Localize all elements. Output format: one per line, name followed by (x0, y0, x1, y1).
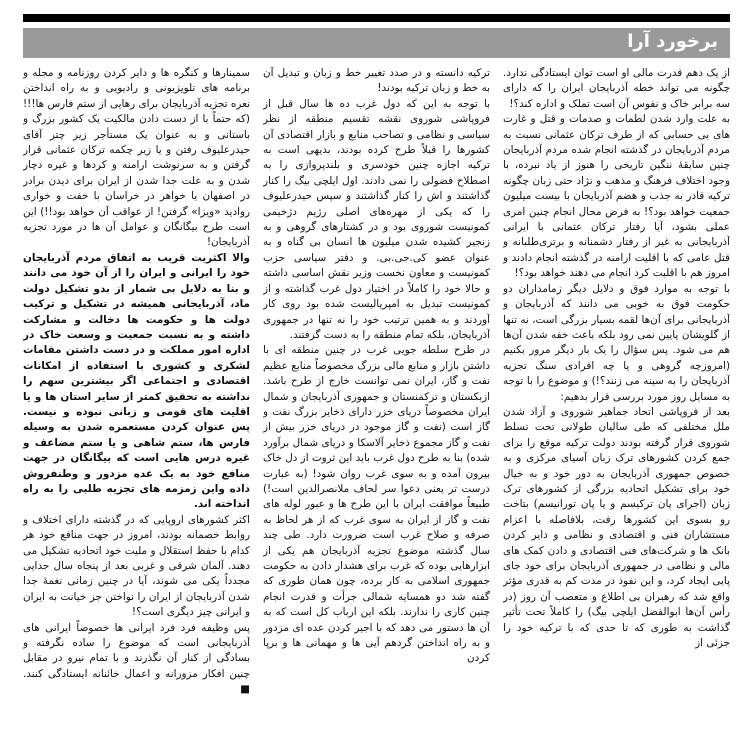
section-header-band (23, 28, 730, 58)
bold-paragraph: والا اکثریت قریب به اتفاق مردم آذربایجان خود را ایرانی و ایران را از آن خود می دانند و بنا به دلایل بی شمار از بدو تشکیل دولت ماد، آذربایجانی همیشه در تشکیل و ترکیب دولت ها و حکومت ها دخالت و مشارکت داشته و به نسبت جمعیت و وسعت خاک در اداره امور مملکت و در دست داشتن مقامات لشکری و کشوری با استفاده از امکانات اقتصادی و اجتماعی اگر بیشترین سهم را نداشته به تحقیق کمتر از سایر استان ها و یا اقلیت های قومی و زبانی نبوده و نیست. پس عنوان کردن مستعمره شدن به وسیله فارس ها، ستم شاهی و یا ستم مضاعف و غیره درس هایی است که بیگانگان در جهت منافع خود به یک عده مزدور و وطنفروش داده واین زمزمه های تجزیه طلبی را به راه انداخته اند. (23, 251, 250, 511)
paragraph: به علت وارد شدن لطمات و صدمات و قتل و غارت های بی حسابی که از طرف ترکان عثمانی نسبت به مردم آذربایجان در گذشته انجام شده مردم آذربایجان چنین سابقهٔ ننگین تاریخی را هنوز از یاد نبرده، با وجود اختلاف فرهنگ و مذهب و نژاد حتی زبان چگونه ترکیه قادر به جذب و هضم آذربایجان با بیست میلیون جمعیت خواهد بود؟! به فرض محال انجام چنین امری عملی بشود، آیا رفتار ترکان عثمانی با ایرانی آذربایجانی به غیر از رفتار دشمنانه و برتری‌طلبانه و قتل عامی که با اقلیت ارامنه در گذشته انجام دادند و امروز هم با اقلیت کرد انجام می دهند خواهد بود؟! (503, 113, 730, 280)
article-column-2 (263, 66, 490, 734)
paragraph: ترکیه دانسته و در صدد تغییر خط و زبان و تبدیل آن به خط و زبان ترکیه بودند! (263, 67, 490, 95)
paragraph: بعد از فروپاشی اتحاد جماهیر شوروی و آزاد شدن ملل مختلفی که طی سالیان طولانی تحت تسلط شوروی قرار گرفته بودند دولت ترکیه موقع را برای جمع کردن کشورهای ترک زبان آسیای مرکزی و به خصوص جمهوری آذربایجان به دور خود و به خیال خود برای تشکیل اتحادیه بزرگی از کشورهای ترک زبان (اجرای پان ترکیسم و یا پان تورانیسم) بتاخت رو بسوی این کشورها رفت، بلافاصله با اعزام مستشاران فنی و اقتصادی و نظامی و دایر کردن بانک ها و شرکت‌های فنی اقتصادی و دادن کمک های مالی و نظامی در جمهوری آذربایجان برای خود جای پایی ایجاد کرد، و این نفوذ در مدت کم به قدری مؤثر واقع شد که رهبران بی اطلاع و متعصب آن روز (در رأس آن‌ها ابوالفضل ایلچی بیگ) را کاملاً تحت تأثیر گذاشت به طوری که تا حدی که با ترکیه خود را جزئی از (503, 405, 730, 650)
paragraph: در طرح سلطه جویی غرب در چنین منطقه ای با داشتن بازار و منابع مالی بزرگ مخصوصاً منابع عظیم نفت و گاز، ایران نمی توانست خارج از طرح باشد. ازبکستان و ترکمنستان و جمهوری آذربایجان و شمال ایران مخصوصاً دریای خزر دارای ذخایر بزرگ نفت و گاز است (نفت و گاز موجود در دریای خزر بیش از نفت و گاز مجموع ذخایر آلاسکا و دریای شمال برآورد شده) بنا به طرح دول غرب باید این ثروت از دل خاک بیرون آمده و به سوی غرب روان شود! (به عبارت درست تر یعنی دعوا سر لحاف ملانصرالدین است!) طبیعاً موافقت ایران با این طرح ها و عبور لوله های نفت و گاز از ایران به سوی غرب که از هر لحاظ به صرفه و صلاح غرب است ضرورت دارد. طی چند سال گذشته موضوع تجزیه آذربایجان هم یکی از ابزارهایی بوده که غرب برای هشدار دادن به حکومت جمهوری اسلامی به کار برده، چون همان طوری که گفته شد دو همسایه شمالی جرأت و قدرت انجام چنین کاری را ندارند. بلکه این ارباب کل است که به آن ها دستور می دهد که با اجیر کردن عده ای مزدور و به راه انداختن گردهم آیی ها و مهمانی ها و برپا کردن (263, 344, 490, 665)
paragraph: از یک دهم قدرت مالی او است توان ایستادگی ندارد. چگونه می تواند خطه آذربایجان ایران را که دارای سه برابر خاک و نفوس آن است تملک و اداره کند؟! (503, 67, 730, 110)
article-column-3 (23, 66, 250, 734)
paragraph: پس وظیفه فرد فرد ایرانی ها خصوصاً ایرانی های آذربایجانی است که موضوع را ساده نگرفته و بسادگی از کنار آن نگذرند و با تمام نیرو در مقابل چنین افکار مزورانه و اعمال خائنانه ایستادگی کنند. ■ (23, 621, 250, 696)
paragraph: اکثر کشورهای اروپایی که در گذشته دارای اختلاف و روابط خصمانه بودند، امروز در جهت منافع خود هر کدام با حفظ استقلال و ملیت خود اتحادیه تشکیل می دهند. آلمان شرقی و غربی بعد از پنجاه سال جدایی مجدداً یکی می شوند، آیا در چنین زمانی نغمهٔ جدا شدن آذربایجان از ایران را نواختن جز خیانت به ایران و ایرانی چیز دیگری است؟! (23, 513, 250, 619)
paragraph: با توجه به موارد فوق و دلایل دیگر زمامداران دو حکومت فوق به خوبی می دانند که آذربایجان و آذربایجانی برای آن‌ها لقمه بسیار بزرگی است، نه تنها از گلویشان پایین نمی رود بلکه باعث خفه شدن آن‌ها هم می شود. پس سؤال را یک بار دیگر مرور بکنیم (امروزچه گروهی و یا چه افرادی سنگ تجزیه آذربایجان را به سینه می زنند؟!) و موضوع را با توجه به مسایل روز مورد بررسی قرار بدهیم: (503, 282, 730, 403)
top-rule (23, 14, 730, 22)
article-column-1 (503, 66, 730, 734)
paragraph: سمینارها و کنگره ها و دایر کردن روزنامه و مجله و برنامه های تلویزیونی و رادیویی و به راه انداختن نعره تجزیه آذربایجان برای رهایی از ستم فارس ها!!! (که حتماً با از دست دادن مالکیت یک کشور بزرگ و باستانی و به عنوان یک مستأجر زیر چتر آقای حیدرعلیوف رفتن و یا زیر چکمه ترکان عثمانی قرار گرفتن و به سرنوشت ارامنه و کردها و غیره دچار شدن و به علت جدا شدن از ایران برای دیدن برادر در اصفهان یا خواهر در خراسان با خفت و خواری روادید «ویزا» گرفتن! از عواقب آن خواهد بود!!) این است طرح بیگانگان و عوامل آن ها در مورد تجزیه آذربایجان! (23, 67, 250, 249)
section-title: برخورد آرا (627, 31, 718, 52)
paragraph: با توجه به این که دول غرب ده ها سال قبل از فروپاشی شوروی نقشه تقسیم منطقه از نظر سیاسی و نظامی و تصاحب منابع و بازار اقتصادی آن کشورها را قبلاً طرح کرده بودند، بدیهی است به ترکیه اجازه چنین خودسری و بلندپروازی را به اصطلاح فضولی را نمی دادند. اول ایلچی بیگ را کنار گذاشتند و اش را کنار گذاشتند و سپس حیدرعلیوف را که یکی از مهره‌های اصلی رژیم دژخیمی کمونیست شوروی بود و در کشتارهای گروهی و به زنجیر کشیده شدن میلیون ها انسان بی گناه و به عنوان عضو کی.جی.بی. و دفتر سیاسی حزب کمونیست و معاون نخست وزیر نقش اساسی داشته و حالا خود را کاملاً در اختیار دول غرب گذاشته و از کمونیست تبدیل به امپریالیست شده بود روی کار آوردند و به همین ترتیب خود را نه تنها در جمهوری آذربایجان، بلکه تمام منطقه را به دست گرفتند. (263, 97, 490, 341)
article-columns (23, 66, 730, 734)
